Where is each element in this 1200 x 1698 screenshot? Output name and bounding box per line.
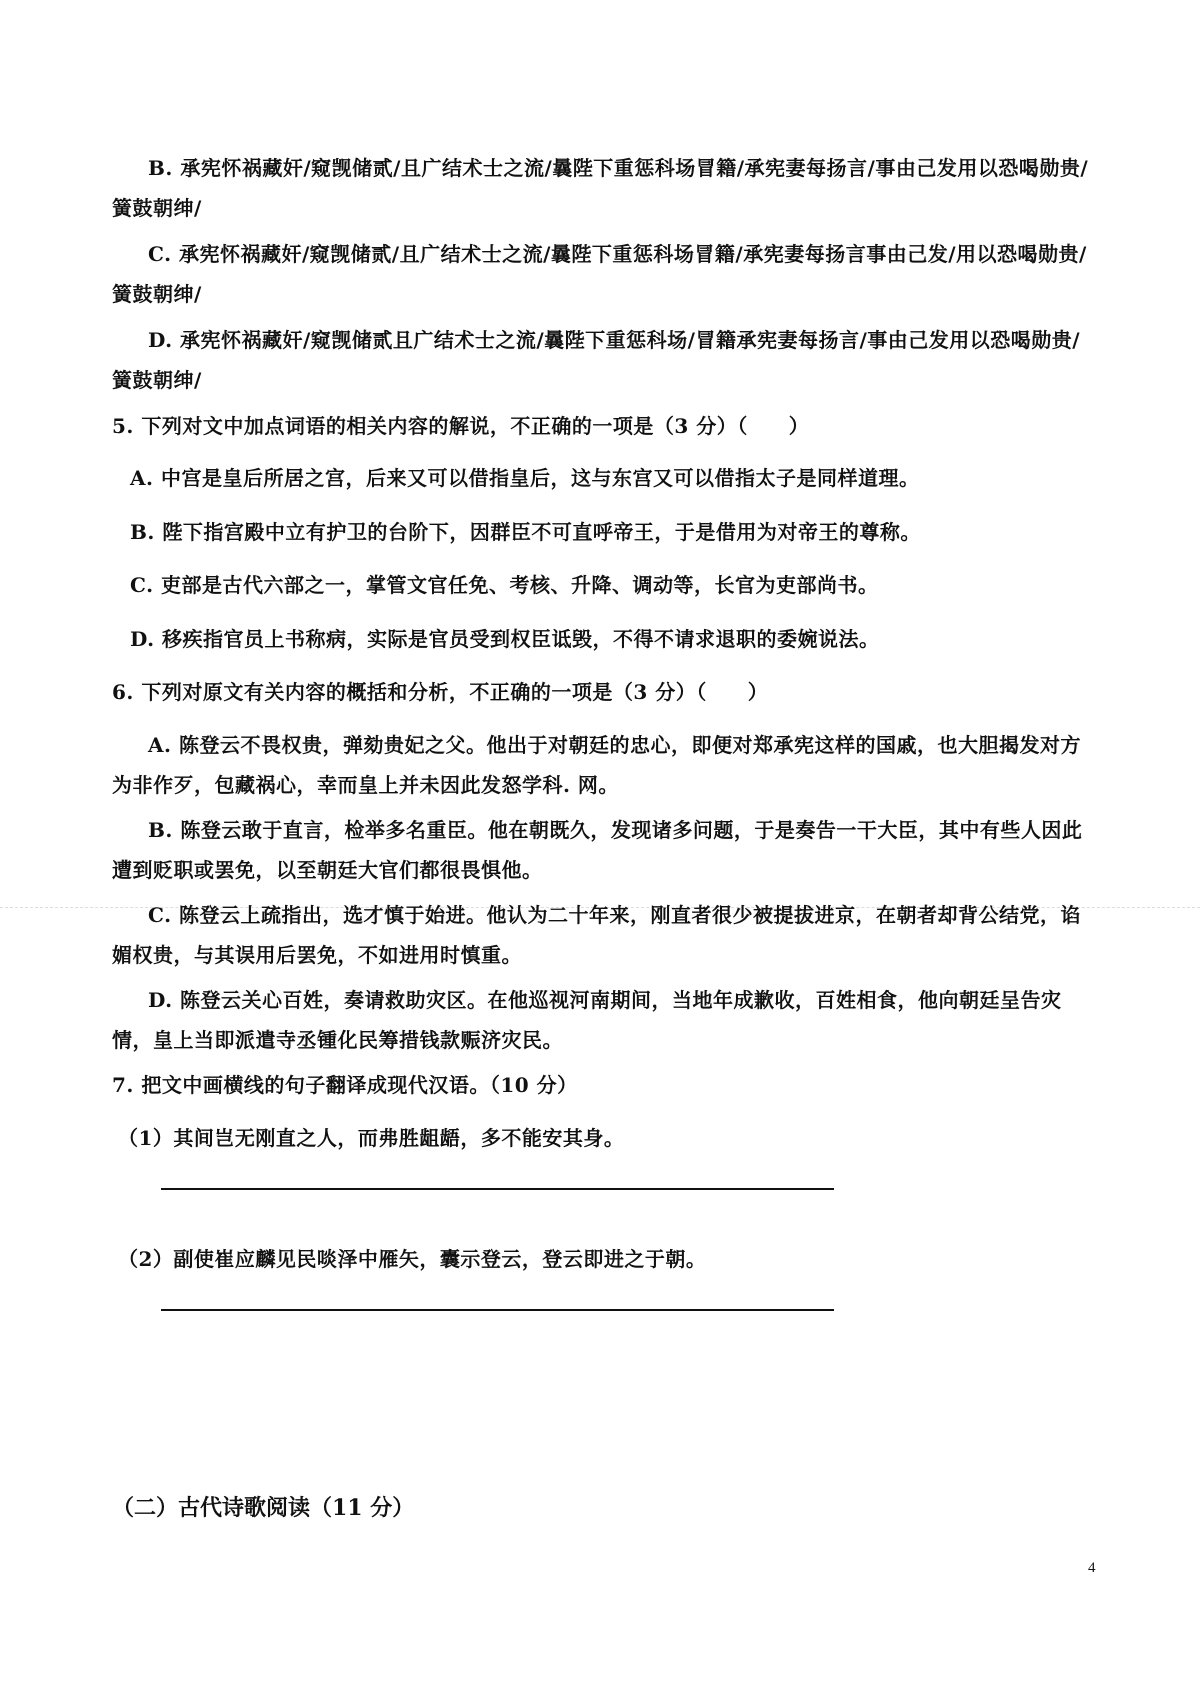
page-number: 4 bbox=[1088, 1560, 1096, 1576]
q6-option-c: C. 陈登云上疏指出，选才慎于始进。他认为二十年来，刚直者很少被提拔进京，在朝者却背公结党，谄媚权贵，与其误用后罢免，不如进用时慎重。 bbox=[112, 903, 1081, 967]
section-title: （二）古代诗歌阅读（11 分） bbox=[112, 1495, 415, 1521]
q5-option-d: D. 移疾指官员上书称病，实际是官员受到权臣诋毁，不得不请求退职的委婉说法。 bbox=[130, 627, 880, 651]
q7-sentence-2: （2）副使崔应麟见民啖泽中雁矢，囊示登云，登云即进之于朝。 bbox=[118, 1247, 707, 1271]
q5-option-a: A. 中宫是皇后所居之宫，后来又可以借指皇后，这与东宫又可以借指太子是同样道理。 bbox=[130, 466, 920, 490]
q4-option-d: D. 承宪怀祸藏奸/窥觊储贰且广结术士之流/曩陛下重惩科场/冒籍承宪妻每扬言/事由己发用以恐喝勋贵/簧鼓朝绅/ bbox=[112, 328, 1081, 392]
q5-stem: 5. 下列对文中加点词语的相关内容的解说，不正确的一项是（3 分）（ ） bbox=[112, 414, 810, 438]
q7-sentence-1: （1）其间岂无刚直之人，而弗胜龃龉，多不能安其身。 bbox=[118, 1126, 625, 1150]
q5-option-b: B. 陛下指宫殿中立有护卫的台阶下，因群臣不可直呼帝王，于是借用为对帝王的尊称。 bbox=[130, 520, 921, 544]
q6-option-d: D. 陈登云关心百姓，奏请救助灾区。在他巡视河南期间，当地年成歉收，百姓相食，他向朝廷呈告灾情，皇上当即派遣寺丞锺化民筹措钱款赈济灾民。 bbox=[112, 988, 1062, 1052]
q6-stem: 6. 下列对原文有关内容的概括和分析，不正确的一项是（3 分）（ ） bbox=[112, 680, 769, 704]
q5-option-c: C. 吏部是古代六部之一，掌管文官任免、考核、升降、调动等，长官为吏部尚书。 bbox=[130, 573, 879, 597]
q4-option-b: B. 承宪怀祸藏奸/窥觊储贰/且广结术士之流/曩陛下重惩科场冒籍/承宪妻每扬言/事由己发用以恐喝勋贵/簧鼓朝绅/ bbox=[112, 156, 1089, 220]
q4-option-c: C. 承宪怀祸藏奸/窥觊储贰/且广结术士之流/曩陛下重惩科场冒籍/承宪妻每扬言事由己发/用以恐喝勋贵/簧鼓朝绅/ bbox=[112, 242, 1087, 306]
q7-stem: 7. 把文中画横线的句子翻译成现代汉语。（10 分） bbox=[112, 1073, 578, 1097]
q6-option-b: B. 陈登云敢于直言，检举多名重臣。他在朝既久，发现诸多问题，于是奏告一干大臣，其中有些人因此遭到贬职或罢免，以至朝廷大官们都很畏惧他。 bbox=[112, 818, 1083, 882]
answer-line-2[interactable] bbox=[161, 1309, 834, 1311]
answer-line-1[interactable] bbox=[161, 1188, 834, 1190]
q6-option-a: A. 陈登云不畏权贵，弹劾贵妃之父。他出于对朝廷的忠心，即便对郑承宪这样的国戚，也大胆揭发对方为非作歹，包藏祸心，幸而皇上并未因此发怒学科. 网。 bbox=[112, 733, 1081, 797]
